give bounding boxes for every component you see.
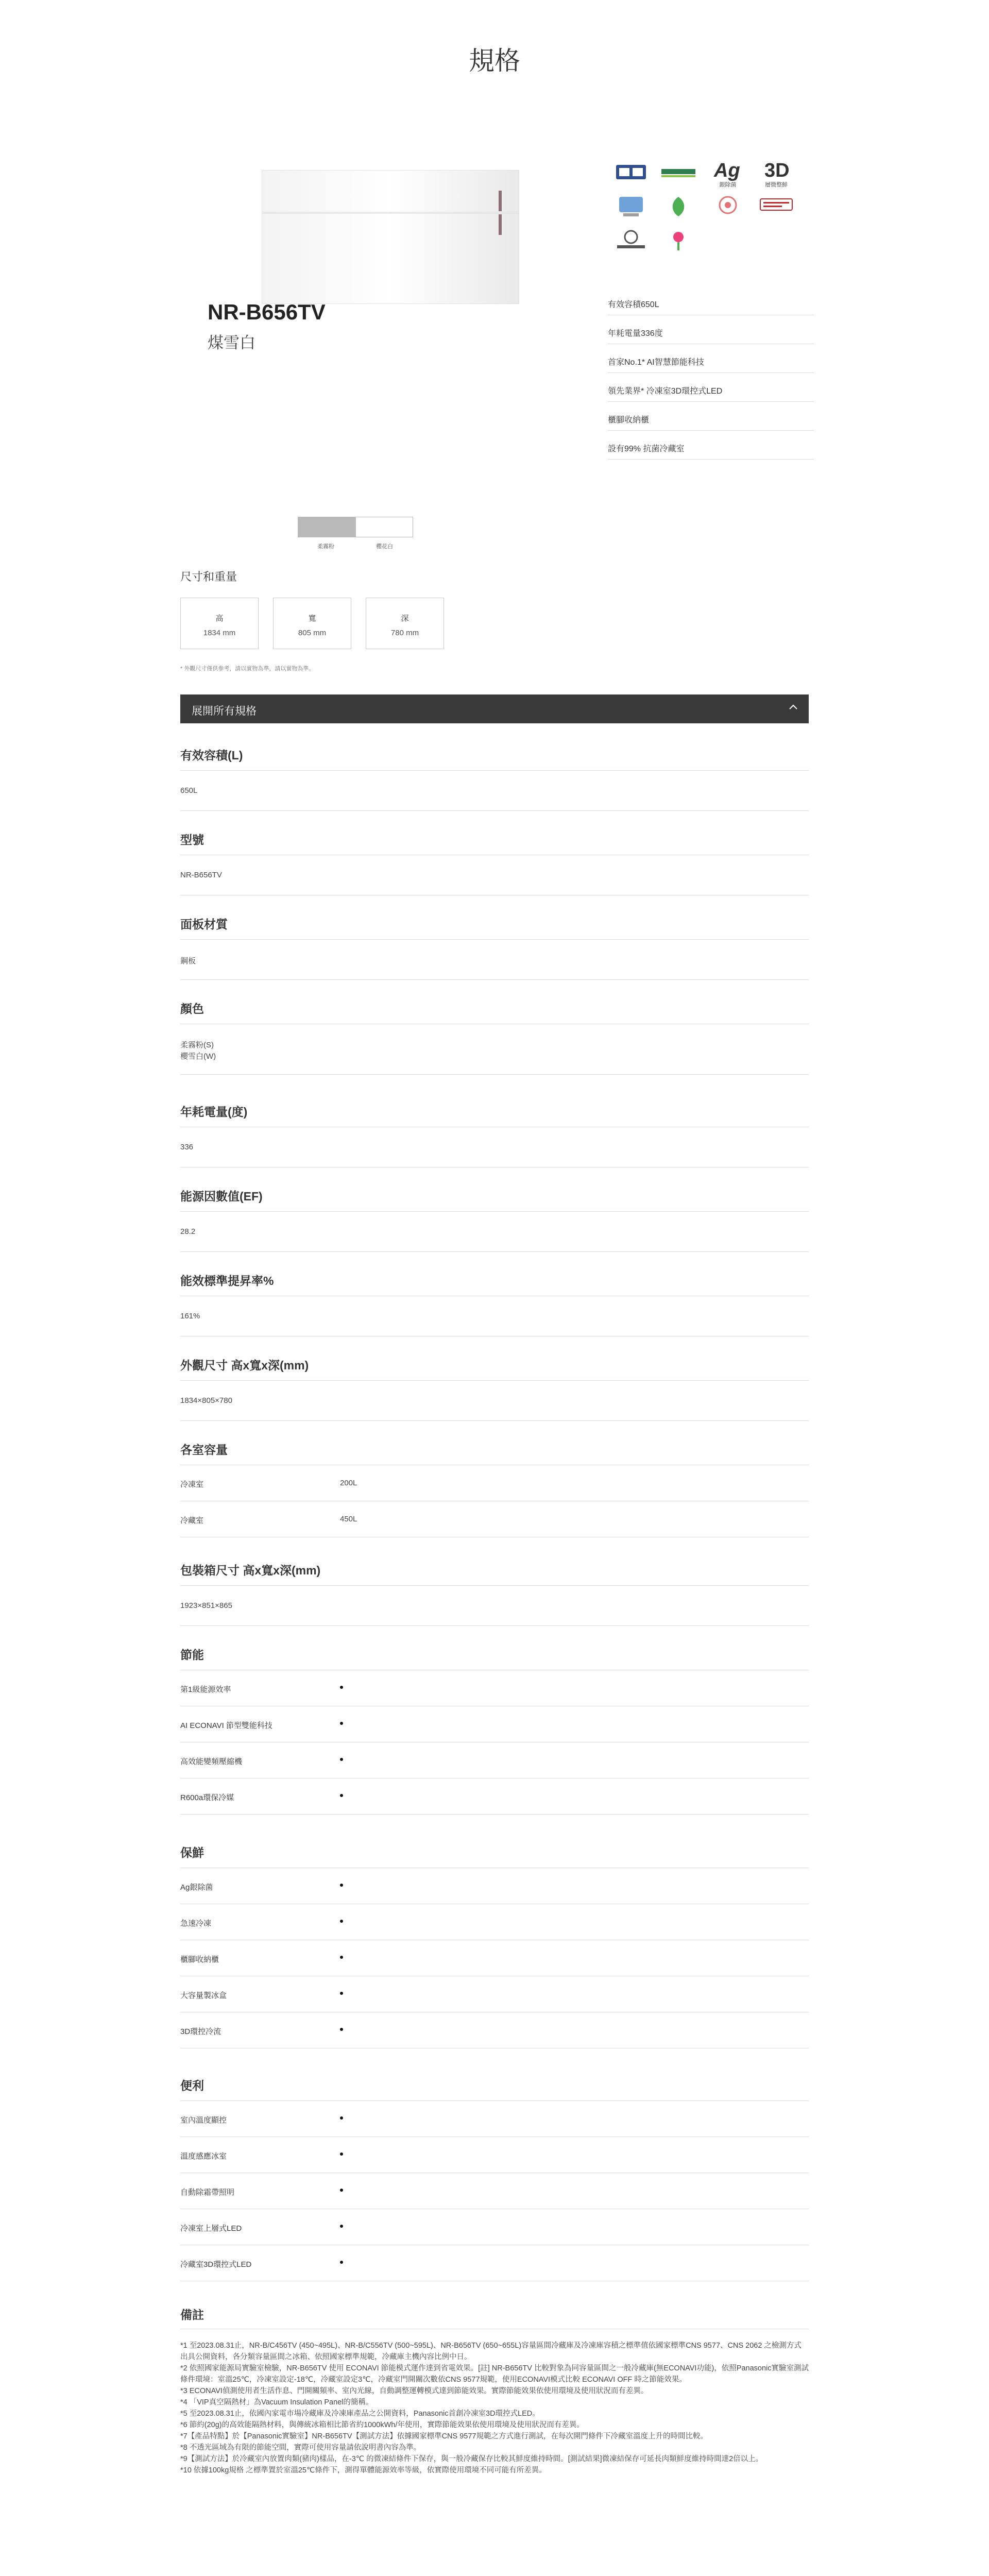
table-row — [180, 1904, 809, 1940]
color-swatches — [298, 517, 416, 537]
spec-group-title: 面板材質 — [180, 918, 228, 931]
table-row — [180, 2137, 809, 2173]
spec-group-title: 便利 — [180, 2079, 204, 2092]
dim-label: 寬 — [308, 614, 316, 623]
table-row — [180, 1501, 809, 1537]
freshness-icon — [612, 194, 650, 221]
check-dot — [340, 1686, 343, 1689]
divider — [180, 810, 809, 811]
note: *3 ECONAVI偵測使用者生活作息、門開關頻率、室內光線，自動調整運轉模式達到節能效果。實際節能效果依使用環境及使用狀況而有差異。 — [180, 2387, 649, 2395]
table-row — [180, 2173, 809, 2209]
feature-item: 領先業界* 冷凍室3D環控式LED — [608, 373, 814, 402]
note: *4 「VIP真空隔熱材」為Vacuum Insulation Panel的簡稱。 — [180, 2398, 373, 2406]
spec-value: 28.2 — [180, 1227, 196, 1236]
check-dot — [340, 2153, 343, 2156]
table-row — [180, 1670, 809, 1706]
spec-group-title: 能效標準提昇率% — [180, 1274, 274, 1287]
row-label: 急速冷凍 — [180, 1919, 212, 1928]
check-dot — [340, 1956, 343, 1959]
spec-group-title: 保鮮 — [180, 1846, 204, 1859]
row-label: 冷凍室上層式LED — [180, 2224, 242, 2233]
spec-group-title: 年耗電量(度) — [180, 1105, 248, 1118]
dim-value: 780 mm — [390, 629, 419, 637]
row-label: 3D環控冷流 — [180, 2027, 221, 2036]
dim-value: 805 mm — [298, 629, 327, 637]
green-mark-icon — [659, 160, 697, 187]
dimensions-note: * 外觀尺寸僅供參考，請以實物為準，請以實物為準。 — [180, 666, 315, 672]
flower-icon — [659, 228, 697, 255]
econavi-icon — [757, 194, 795, 221]
spec-value: NR-B656TV — [180, 871, 222, 879]
check-dot — [340, 2116, 343, 2120]
row-label: 冷凍室 — [180, 1480, 204, 1489]
row-label: 溫度感應冰室 — [180, 2152, 227, 2161]
spec-group-title: 節能 — [180, 1648, 204, 1662]
ag-antibacterial-icon: Ag — [714, 160, 740, 181]
row-label: 冷藏室 — [180, 1516, 204, 1525]
spec-group-title: 有效容積(L) — [180, 749, 243, 762]
feature-item: 有效容積650L — [608, 286, 814, 315]
row-label: 櫃腳收納櫃 — [180, 1955, 219, 1964]
note: *8 不透光區域為有限的節能空間，實際可使用容量請依說明書內容為準。 — [180, 2444, 421, 2452]
page-title: 規格 — [469, 46, 520, 75]
feature-item: 首家No.1* AI智慧節能科技 — [608, 344, 814, 373]
check-dot — [340, 1884, 343, 1887]
3d-caption: 層微整鮮 — [765, 182, 788, 188]
spec-value: 650L — [180, 786, 198, 795]
check-dot — [340, 1920, 343, 1923]
note: *5 至2023.08.31止，依國內家電市場冷藏庫及冷凍庫產品之公開資料，Panasonic首創冷凍室3D環控式LED。 — [180, 2410, 540, 2418]
product-image — [262, 170, 519, 304]
spec-group-title: 能源因數值(EF) — [180, 1190, 263, 1203]
spec-value: 161% — [180, 1312, 200, 1320]
dimensions-title: 尺寸和重量 — [180, 570, 237, 583]
notes-block — [180, 2340, 809, 2476]
feature-item: 年耗電量336度 — [608, 315, 814, 344]
note: *6 節約(20g)的高效能隔熱材料，與傳統冰箱相比節省約1000kWh/年使用，實際節能效果依使用環境及使用狀況而有差異。 — [180, 2421, 584, 2429]
note: *9【測試方法】於冷藏室內放置肉類(豬肉)樣品，在-3℃ 的微凍結條件下保存，與一般冷藏保存比較其鮮度維持時間。[測試結果]微凍結保存可延長肉類鮮度維持時間達2倍以上。 — [180, 2455, 763, 2463]
note: *2 依照國家能源局實驗室檢驗，NR-B656TV 使用 ECONAVI 節能模式運作達到省電效果。[註] NR-B656TV 比較對象為同容量區間之一般冷藏庫(無ECONAVI功能)，依照Panasonic實驗室測試條件環境：室溫25℃，冷凍室設定-18℃，冷藏室設定3℃，冷藏室門開關次數依CNS 9577規範，使用ECONAVI模式比較 ECONAVI OFF 時之節能效果。 — [180, 2364, 809, 2384]
check-dot — [340, 2028, 343, 2031]
spec-section-toggle[interactable] — [180, 694, 809, 723]
feature-list — [608, 286, 814, 460]
check-dot — [340, 1992, 343, 1995]
row-value: 450L — [340, 1515, 357, 1523]
chevron-up-icon — [788, 702, 798, 712]
row-label: 第1級能源效率 — [180, 1685, 231, 1694]
spec-group-title: 包裝箱尺寸 高x寬x深(mm) — [180, 1564, 321, 1577]
spec-group-title: 各室容量 — [180, 1443, 228, 1456]
row-label: 冷藏室3D環控式LED — [180, 2260, 252, 2269]
dim-height — [180, 598, 259, 649]
divider — [180, 1211, 809, 1212]
divider — [180, 1625, 809, 1626]
dim-label: 深 — [401, 614, 409, 623]
note: *7【產品特點】於【Panasonic實驗室】NR-B656TV【測試方法】依據國家標準CNS 9577規範之方式進行測試，在每次開門條件下冷藏室溫度上升的時間比較。 — [180, 2432, 708, 2441]
row-value: 200L — [340, 1479, 357, 1487]
table-row — [180, 1742, 809, 1778]
row-label: AI ECONAVI 節型雙能科技 — [180, 1721, 272, 1730]
check-dot — [340, 2225, 343, 2228]
swatch-gray[interactable] — [298, 517, 355, 537]
divider — [180, 1074, 809, 1075]
table-row — [180, 1940, 809, 1976]
table-row — [180, 2101, 809, 2137]
energy-label-icon — [612, 160, 650, 187]
divider — [180, 1380, 809, 1381]
row-label: 大容量製冰盒 — [180, 1991, 227, 2000]
swatch-label: 柔霧粉 — [317, 544, 334, 550]
table-row — [180, 2209, 809, 2245]
ag-caption: 銀除菌 — [719, 182, 737, 188]
spec-value: 柔霧粉(S) 櫻雪白(W) — [180, 1041, 216, 1061]
feature-item: 設有99% 抗菌冷藏室 — [608, 431, 814, 460]
check-dot — [340, 1794, 343, 1797]
divider — [180, 770, 809, 771]
dim-depth — [366, 598, 444, 649]
check-dot — [340, 1722, 343, 1725]
spec-value: 鋼板 — [180, 957, 196, 965]
check-dot — [340, 1758, 343, 1761]
table-row — [180, 1976, 809, 2012]
check-dot — [340, 2261, 343, 2264]
spec-group-title: 顏色 — [180, 1002, 204, 1015]
spec-group-title: 外觀尺寸 高x寬x深(mm) — [180, 1359, 309, 1372]
note: *1 至2023.08.31止，NR-B/C456TV (450~495L)、NR-B/C556TV (500~595L)、NR-B656TV (650~655L)容量區間冷藏庫及冷凍庫容積之標準值依國家標準CNS 9577、CNS 2062 之檢測方式出具公開資料，各分類容量區間之冰箱、依照國家標準規範，冷藏庫主機內容比例中日。 — [180, 2342, 802, 2361]
note: *10 依據100kg規格 之標準置於室溫25℃條件下，測得單體能源效率等級，依實際使用環境不同可能有所差異。 — [180, 2466, 547, 2475]
leaf-icon — [659, 194, 697, 221]
table-row — [180, 1465, 809, 1501]
table-row — [180, 1706, 809, 1742]
swatch-white[interactable] — [355, 517, 413, 537]
dim-value: 1834 mm — [203, 629, 236, 637]
row-label: 室內溫度顯控 — [180, 2116, 227, 2125]
spec-value: 1834×805×780 — [180, 1396, 232, 1405]
divider — [180, 979, 809, 980]
row-label: 自動除霜帶照明 — [180, 2188, 235, 2197]
divider — [180, 1585, 809, 1586]
dim-label: 高 — [215, 614, 224, 623]
row-label: R600a環保冷媒 — [180, 1793, 234, 1802]
spec-group-title: 型號 — [180, 833, 204, 846]
row-label: Ag銀除菌 — [180, 1883, 213, 1892]
table-row — [180, 2245, 809, 2281]
inverter-logo-icon — [612, 228, 650, 255]
spec-section-title: 展開所有規格 — [192, 705, 257, 717]
inverter-icon — [709, 194, 747, 221]
swatch-label: 櫻花白 — [376, 544, 393, 550]
divider — [180, 939, 809, 940]
feature-item: 櫃腳收納櫃 — [608, 402, 814, 431]
table-row — [180, 2012, 809, 2048]
spec-value: 1923×851×865 — [180, 1601, 232, 1610]
3d-airflow-icon: 3D — [764, 160, 790, 181]
spec-value: 336 — [180, 1143, 194, 1151]
row-label: 高效能變頻壓縮機 — [180, 1757, 243, 1766]
model-name: NR-B656TV — [208, 300, 326, 324]
model-color: 煤雪白 — [208, 334, 255, 352]
divider — [180, 1420, 809, 1421]
table-row — [180, 1778, 809, 1815]
divider — [180, 1251, 809, 1252]
notes-title: 備註 — [180, 2308, 204, 2321]
check-dot — [340, 2189, 343, 2192]
table-row — [180, 1868, 809, 1904]
dim-width — [273, 598, 351, 649]
